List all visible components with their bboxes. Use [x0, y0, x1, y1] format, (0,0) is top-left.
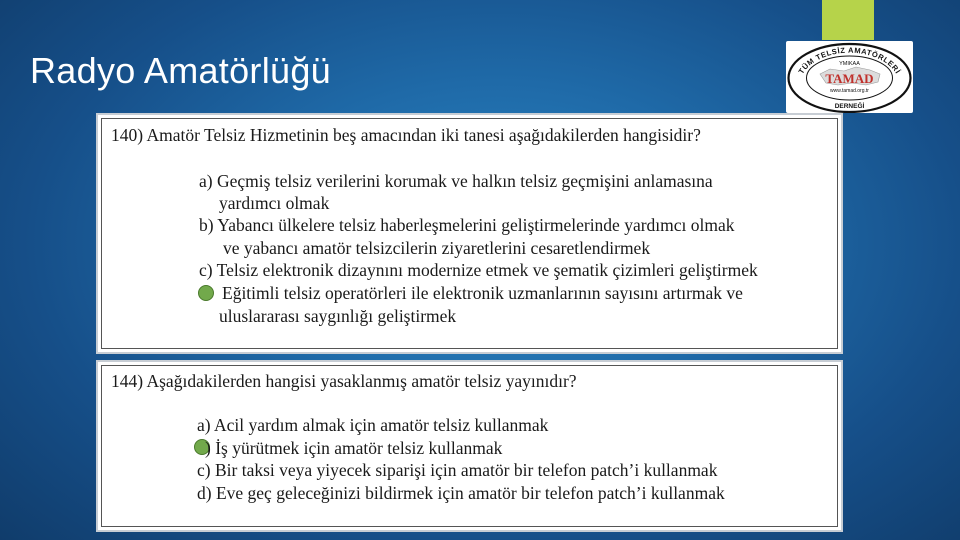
question-144-frame — [101, 365, 838, 527]
option-d-line-1: Eğitimli telsiz operatörleri ile elektronik uzmanlarının sayısını artırmak ve — [222, 283, 743, 303]
option-d-line-2: uluslararası saygınlığı geliştirmek — [219, 306, 457, 326]
logo-sub-text: YMIKAA — [839, 61, 860, 67]
logo-url: www.tamad.org.tr — [830, 88, 869, 94]
logo-bottom-text: DERNEĞİ — [834, 103, 865, 110]
option-a-line: a) Acil yardım almak için amatör telsiz kullanmak — [197, 415, 549, 435]
option-b-line-2: ve yabancı amatör telsizcilerin ziyaretlerini cesaretlendirmek — [223, 238, 651, 258]
question-140-box — [96, 113, 843, 354]
option-b-line: ) İş yürütmek için amatör telsiz kullanmak — [205, 438, 503, 458]
option-a-line-2: yardımcı olmak — [219, 193, 330, 213]
question-140-frame — [101, 118, 838, 349]
option-a-line-1: a) Geçmiş telsiz verilerini korumak ve halkın telsiz geçmişini anlamasına — [199, 171, 713, 191]
question-144-box — [96, 360, 843, 532]
option-d-line: d) Eve geç geleceğinizi bildirmek için amatör bir telefon patch’i kullanmak — [197, 483, 725, 503]
logo-brand: TAMAD — [825, 71, 874, 86]
question-144-prompt: 144) Aşağıdakilerden hangisi yasaklanmış amatör telsiz yayınıdır? — [111, 371, 577, 391]
tamad-logo — [786, 41, 913, 113]
slide-title: Radyo Amatörlüğü — [30, 50, 331, 91]
option-c-line: c) Telsiz elektronik dizaynını modernize etmek ve şematik çizimleri geliştirmek — [199, 260, 758, 280]
question-140-prompt: 140) Amatör Telsiz Hizmetinin beş amacından iki tanesi aşağıdakilerden hangisidir? — [111, 125, 701, 145]
correct-answer-marker — [198, 285, 214, 301]
option-b-line-1: b) Yabancı ülkelere telsiz haberleşmelerini geliştirmelerinde yardımcı olmak — [199, 215, 735, 235]
logo-arc-text: TÜM TELSİZ AMATÖRLERİ — [796, 45, 903, 76]
accent-bar — [822, 0, 874, 40]
option-c-line: c) Bir taksi veya yiyecek siparişi için amatör bir telefon patch’i kullanmak — [197, 460, 718, 480]
